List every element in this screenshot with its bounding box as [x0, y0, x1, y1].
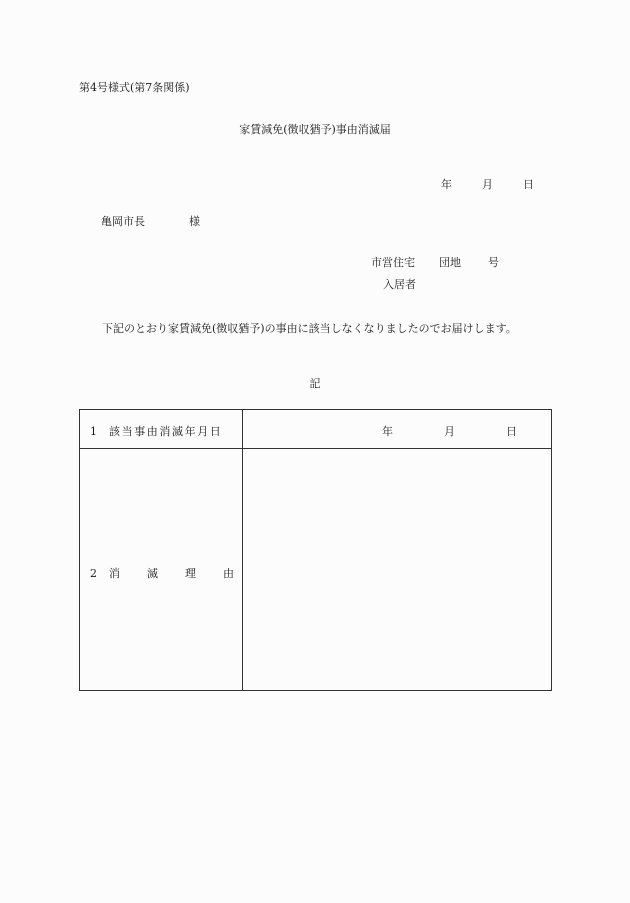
date-day-label: 日 [523, 178, 534, 191]
row2-label [90, 565, 261, 581]
column-divider [242, 410, 243, 690]
date-line [441, 176, 534, 192]
document-title: 家賃減免(徴収猶予)事由消滅届 [239, 123, 391, 136]
row1-date-field [382, 423, 517, 439]
row2-number: 2 [90, 567, 97, 580]
complex-label: 団地 [439, 256, 461, 269]
row1-number: 1 [90, 425, 97, 438]
row-divider [80, 448, 551, 449]
unit-number-label: 号 [488, 256, 499, 269]
addressee-name: 亀岡市長 [101, 215, 145, 228]
row1-label-text: 該当事由消滅年月日 [109, 425, 223, 438]
addressee-honorific: 様 [189, 215, 200, 228]
resident-label: 入居者 [383, 278, 416, 291]
housing-label: 市営住宅 [371, 256, 415, 269]
row1-day-label: 日 [506, 425, 517, 438]
row1-year-label: 年 [382, 425, 393, 438]
addressee [101, 213, 200, 229]
row1-label [90, 423, 222, 439]
row1-month-label: 月 [444, 425, 455, 438]
date-month-label: 月 [482, 178, 493, 191]
housing-line [371, 254, 499, 270]
row2-label-text: 消滅理由 [109, 567, 261, 580]
form-table [79, 409, 552, 691]
date-year-label: 年 [441, 178, 452, 191]
body-text: 下記のとおり家賃減免(徴収猶予)の事由に該当しなくなりましたのでお届けします。 [102, 322, 517, 335]
form-number: 第4号様式(第7条関係) [79, 81, 190, 94]
ki-label: 記 [309, 377, 321, 390]
